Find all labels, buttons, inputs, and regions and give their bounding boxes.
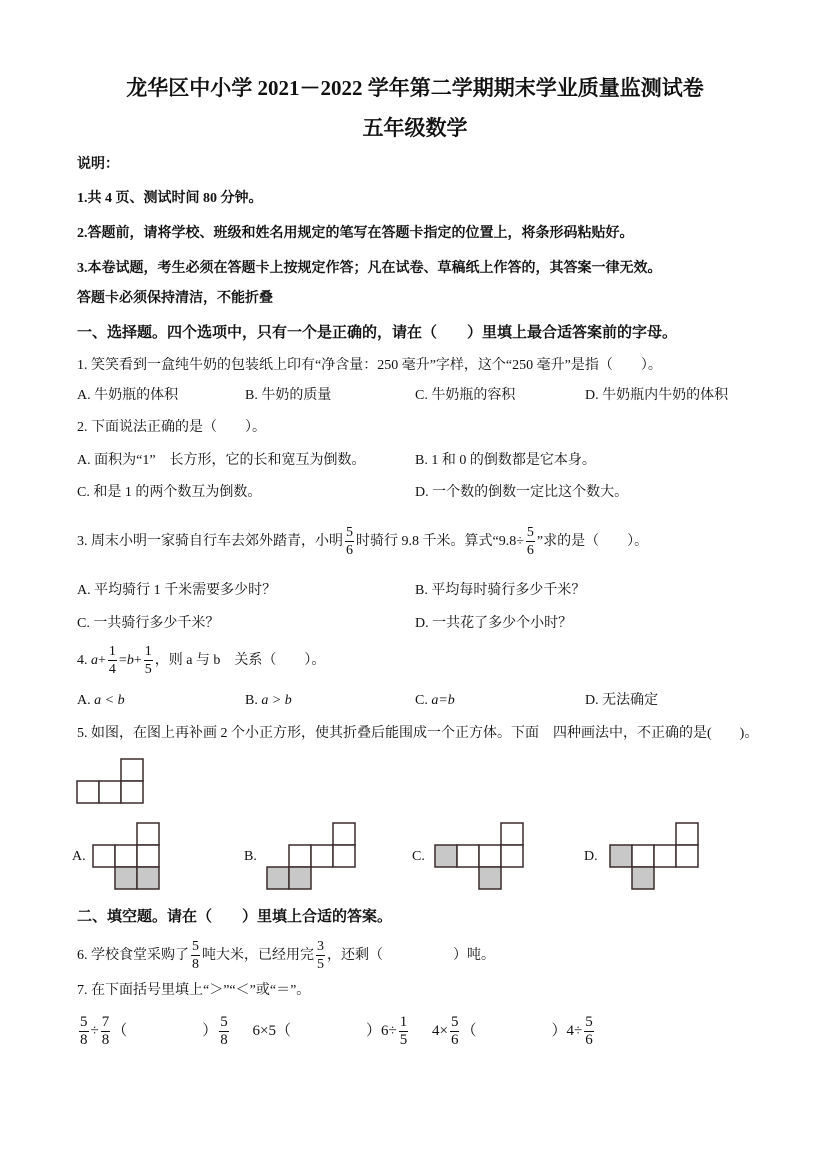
fraction <box>108 643 117 678</box>
section2-heading: 二、填空题。请在（ ）里填上合适的答案。 <box>77 909 393 925</box>
square <box>121 759 143 781</box>
q2-option-d[interactable]: D. 一个数的倒数一定比这个数大。 <box>415 485 629 500</box>
numerator: 5 <box>220 1014 228 1031</box>
q4-stem <box>77 641 325 681</box>
fraction <box>144 643 153 678</box>
option-letter: A. <box>77 693 91 708</box>
compare-blank-1[interactable]: （ ） <box>112 1023 218 1039</box>
denominator: 5 <box>399 1032 408 1049</box>
q4-option-b[interactable] <box>245 691 292 711</box>
square <box>77 781 99 803</box>
option-expr: a < b <box>94 693 125 708</box>
q3-option-c[interactable]: C. 一共骑行多少千米？ <box>77 616 220 631</box>
q3-stem-text: 3. 周末小明一家骑自行车去郊外踏青，小明 <box>77 534 343 549</box>
square <box>457 845 479 867</box>
square <box>632 845 654 867</box>
shaded-square <box>632 867 654 889</box>
square <box>333 845 355 867</box>
cube-net-option-a[interactable] <box>92 822 188 894</box>
numerator: 7 <box>101 1014 110 1031</box>
option-letter: C. <box>415 693 428 708</box>
q1-option-c[interactable]: C. 牛奶瓶的容积 <box>415 388 516 403</box>
equals: = <box>118 653 127 668</box>
notes-heading: 说明： <box>77 157 119 172</box>
q2-stem: 2. 下面说法正确的是（ ）。 <box>77 420 266 435</box>
denominator: 8 <box>192 957 199 973</box>
exam-subtitle: 五年级数学 <box>362 116 468 140</box>
q4-option-d[interactable]: D. 无法确定 <box>585 693 659 708</box>
denominator: 8 <box>80 1032 88 1049</box>
q4-number: 4. <box>77 653 88 668</box>
square <box>676 823 698 845</box>
shaded-square <box>435 845 457 867</box>
q4-option-c[interactable] <box>415 691 455 711</box>
q5-option-c[interactable]: C. <box>412 849 425 864</box>
plus: + <box>98 653 106 668</box>
square <box>93 845 115 867</box>
square <box>479 845 501 867</box>
q7-expr-3 <box>431 1014 596 1049</box>
square <box>289 845 311 867</box>
fraction <box>316 938 325 973</box>
numerator: 5 <box>450 1014 459 1031</box>
fraction <box>399 1014 409 1049</box>
expr-left: 4× <box>431 1023 448 1039</box>
denominator: 6 <box>526 543 534 559</box>
denominator: 5 <box>317 957 324 973</box>
q1-option-a[interactable]: A. 牛奶瓶的体积 <box>77 388 179 403</box>
option-letter: B. <box>245 693 258 708</box>
fraction <box>526 524 535 559</box>
shaded-square <box>479 867 501 889</box>
square <box>676 845 698 867</box>
cube-net-option-d[interactable] <box>609 822 705 894</box>
q3-stem <box>77 522 648 562</box>
square <box>654 845 676 867</box>
q1-option-b[interactable]: B. 牛奶的质量 <box>245 388 332 403</box>
numerator: 1 <box>108 644 116 660</box>
shaded-square <box>267 867 289 889</box>
fraction <box>345 524 354 559</box>
divide-sign: ÷ <box>90 1023 99 1039</box>
denominator: 4 <box>108 662 116 678</box>
numerator: 3 <box>317 939 324 955</box>
var-a: a <box>91 653 98 668</box>
q5-option-a[interactable]: A. <box>72 849 86 864</box>
denominator: 8 <box>220 1032 228 1049</box>
q6-answer-blank[interactable]: ，还剩（ ）吨。 <box>327 948 495 963</box>
denominator: 8 <box>101 1032 110 1049</box>
compare-blank-2[interactable]: （ ） <box>275 1023 381 1039</box>
numerator: 1 <box>399 1014 408 1031</box>
note-2: 2.答题前，请将学校、班级和姓名用规定的笔写在答题卡指定的位置上，将条形码粘贴好。 <box>77 226 634 241</box>
square <box>115 845 137 867</box>
exam-title: 龙华区中小学 2021－2022 学年第二学期期末学业质量监测试卷 <box>126 76 704 100</box>
q3-option-d[interactable]: D. 一共花了多少个小时？ <box>415 616 573 631</box>
option-expr: a > b <box>261 693 292 708</box>
fraction <box>79 1014 89 1049</box>
fraction <box>584 1014 594 1049</box>
q5-option-d[interactable]: D. <box>584 849 598 864</box>
q4-option-a[interactable] <box>77 691 125 711</box>
q2-option-b[interactable]: B. 1 和 0 的倒数都是它本身。 <box>415 453 596 468</box>
square <box>121 781 143 803</box>
q7-expr-2 <box>252 1014 411 1049</box>
cube-net-option-b[interactable] <box>266 822 362 894</box>
q7-stem: 7. 在下面括号里填上“＞”“＜”或“＝”。 <box>77 983 311 998</box>
square <box>501 823 523 845</box>
expr-right: 4÷ <box>566 1023 583 1039</box>
denominator: 6 <box>346 543 353 559</box>
q7-expressions <box>77 1011 596 1051</box>
q3-stem-text: 时骑行 9.8 千米。算式“9.8÷ <box>356 534 524 549</box>
q6-text: 6. 学校食堂采购了 <box>77 948 189 963</box>
q7-expr-1 <box>77 1014 231 1049</box>
q3-option-b[interactable]: B. 平均每时骑行多少千米？ <box>415 583 586 598</box>
cube-net-base-figure <box>76 758 148 806</box>
numerator: 1 <box>144 644 152 660</box>
shaded-square <box>137 867 159 889</box>
fraction <box>450 1014 460 1049</box>
q5-stem: 5. 如图，在图上再补画 2 个小正方形，使其折叠后能围成一个正方体。下面 四种画法中，不正确的是( )。 <box>77 726 759 741</box>
cube-net-option-c[interactable] <box>434 822 530 894</box>
q5-option-b[interactable]: B. <box>244 849 257 864</box>
numerator: 5 <box>192 939 199 955</box>
square <box>137 823 159 845</box>
square <box>99 781 121 803</box>
numerator: 5 <box>585 1014 593 1031</box>
q1-stem: 1. 笑笑看到一盒纯牛奶的包装纸上印有“净含量：250 毫升”字样，这个“250 毫升”是指（ ）。 <box>77 358 662 373</box>
compare-blank-3[interactable]: （ ） <box>461 1023 567 1039</box>
q2-option-c[interactable]: C. 和是 1 的两个数互为倒数。 <box>77 485 262 500</box>
var-b: b <box>126 653 134 668</box>
plus: + <box>133 653 142 668</box>
expr-right: 6÷ <box>380 1023 397 1039</box>
numerator: 5 <box>346 525 353 541</box>
denominator: 6 <box>585 1032 593 1049</box>
square <box>501 845 523 867</box>
denominator: 6 <box>450 1032 459 1049</box>
q3-option-a[interactable]: A. 平均骑行 1 千米需要多少时？ <box>77 583 277 598</box>
note-3: 3.本卷试题，考生必须在答题卡上按规定作答；凡在试卷、草稿纸上作答的，其答案一律无效。 <box>77 261 662 276</box>
shaded-square <box>115 867 137 889</box>
q4-tail: ，则 a 与 b 关系（ ）。 <box>154 653 326 668</box>
numerator: 5 <box>80 1014 88 1031</box>
section1-heading: 一、选择题。四个选项中，只有一个是正确的，请在（ ）里填上最合适答案前的字母。 <box>77 325 678 341</box>
denominator: 5 <box>144 662 152 678</box>
option-expr: a=b <box>431 693 455 708</box>
q1-option-d[interactable]: D. 牛奶瓶内牛奶的体积 <box>585 388 729 403</box>
shaded-square <box>289 867 311 889</box>
square <box>311 845 333 867</box>
fraction <box>101 1014 111 1049</box>
q3-stem-text: ”求的是（ ）。 <box>536 534 649 549</box>
fraction <box>191 938 200 973</box>
fraction <box>219 1014 229 1049</box>
q6-text: 吨大米，已经用完 <box>202 948 314 963</box>
note-1: 1.共 4 页、测试时间 80 分钟。 <box>77 191 263 206</box>
note-4: 答题卡必须保持清洁，不能折叠 <box>77 291 273 306</box>
square <box>137 845 159 867</box>
expr-left: 6×5 <box>252 1023 276 1039</box>
q2-option-a[interactable]: A. 面积为“1” 长方形，它的长和宽互为倒数。 <box>77 453 366 468</box>
numerator: 5 <box>526 525 534 541</box>
shaded-square <box>610 845 632 867</box>
square <box>333 823 355 845</box>
q6-stem <box>77 936 495 976</box>
